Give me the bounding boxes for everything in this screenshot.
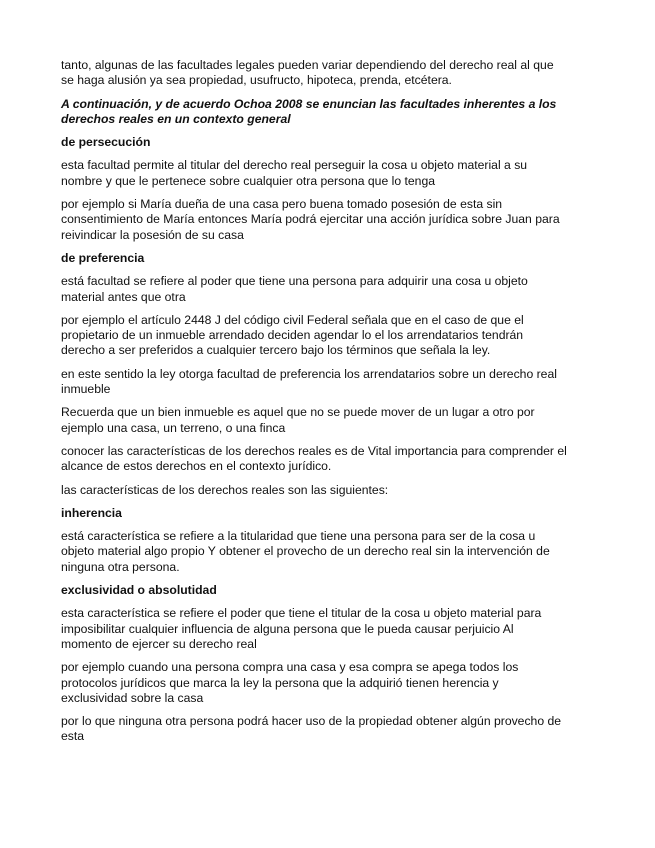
- text-line: ninguna otra persona.: [61, 559, 180, 574]
- text-line: alcance de estos derechos en el contexto jurídico.: [61, 459, 332, 474]
- text-line: protocolos jurídicos que marca la ley la persona que la adquirió tienen herencia y: [61, 675, 499, 690]
- text-line: está característica se refiere a la titularidad que tiene una persona para ser de la cosa u: [61, 529, 536, 544]
- text-line: las características de los derechos reales son las siguientes:: [61, 482, 389, 497]
- text-line: A continuación, y de acuerdo Ochoa 2008 se enuncian las facultades inherentes a los: [61, 96, 557, 111]
- paragraph-persecucion-example: [61, 197, 601, 243]
- paragraph-characteristics-intro: [61, 483, 601, 498]
- paragraph-importance: [61, 444, 601, 475]
- text-line: inherencia: [61, 505, 122, 520]
- text-line: tanto, algunas de las facultades legales pueden variar dependiendo del derecho real al que: [61, 58, 554, 72]
- text-line: exclusividad o absolutidad: [61, 583, 217, 598]
- text-line: por ejemplo el artículo 2448 J del código civil Federal señala que en el caso de que el: [61, 312, 524, 327]
- paragraph-intro: [61, 58, 601, 89]
- text-line: propietario de un inmueble arrendado deciden agendar lo el los arrendatarios tendrán: [61, 328, 524, 343]
- text-line: objeto material algo propio Y obtener el provecho de un derecho real sin la intervención de: [61, 544, 550, 559]
- paragraph-persecucion-definition: [61, 158, 601, 189]
- paragraph-preferencia-example: [61, 313, 601, 359]
- text-line: imposibilitar cualquier influencia de alguna persona que le pueda causar perjuicio Al: [61, 621, 514, 636]
- paragraph-inherencia-definition: [61, 529, 601, 575]
- text-line: por lo que ninguna otra persona podrá hacer uso de la propiedad obtener algún provecho de: [61, 714, 562, 729]
- text-line: exclusividad sobre la casa: [61, 690, 204, 705]
- text-line: material antes que otra: [61, 289, 186, 304]
- heading-inherencia: [61, 506, 601, 521]
- text-line: esta: [61, 729, 85, 744]
- text-line: en este sentido la ley otorga facultad de preferencia los arrendatarios sobre un derecho real: [61, 366, 557, 381]
- text-line: por ejemplo si María dueña de una casa pero buena tomado posesión de esta sin: [61, 197, 503, 212]
- paragraph-preferencia-law: [61, 367, 601, 398]
- text-line: se haga alusión ya sea propiedad, usufructo, hipoteca, prenda, etcétera.: [61, 73, 452, 88]
- text-line: conocer las características de los derechos reales es de Vital importancia para comprender el: [61, 443, 567, 458]
- paragraph-preferencia-definition: [61, 274, 601, 305]
- paragraph-exclusividad-example: [61, 660, 601, 706]
- text-line: inmueble: [61, 382, 111, 397]
- heading-exclusividad: [61, 583, 601, 598]
- text-line: ejemplo una casa, un terreno, o una finca: [61, 420, 286, 435]
- text-line: consentimiento de María entonces María podrá ejercitar una acción jurídica sobre Juan para: [61, 212, 560, 227]
- text-line: está facultad se refiere al poder que tiene una persona para adquirir una cosa u objeto: [61, 274, 528, 289]
- paragraph-conclusion: [61, 714, 601, 745]
- paragraph-inmueble-note: [61, 405, 601, 436]
- text-line: nombre y que le pertenece sobre cualquier otra persona que lo tenga: [61, 173, 435, 188]
- paragraph-exclusividad-definition: [61, 606, 601, 652]
- text-line: esta característica se refiere el poder que tiene el titular de la cosa u objeto material para: [61, 606, 542, 621]
- section-lead-heading: [61, 97, 601, 128]
- text-line: derechos reales en un contexto general: [61, 111, 291, 126]
- text-line: reivindicar la posesión de su casa: [61, 227, 244, 242]
- document-page: [61, 58, 601, 753]
- heading-preferencia: [61, 251, 601, 266]
- heading-persecucion: [61, 135, 601, 150]
- text-line: derecho a ser preferidos a cualquier tercero bajo los términos que señala la ley.: [61, 343, 491, 358]
- text-line: momento de ejercer su derecho real: [61, 636, 257, 651]
- text-line: Recuerda que un bien inmueble es aquel que no se puede mover de un lugar a otro por: [61, 405, 535, 420]
- text-line: de persecución: [61, 135, 151, 150]
- text-line: de preferencia: [61, 250, 145, 265]
- text-line: esta facultad permite al titular del derecho real perseguir la cosa u objeto material a su: [61, 158, 528, 173]
- text-line: por ejemplo cuando una persona compra una casa y esa compra se apega todos los: [61, 660, 519, 675]
